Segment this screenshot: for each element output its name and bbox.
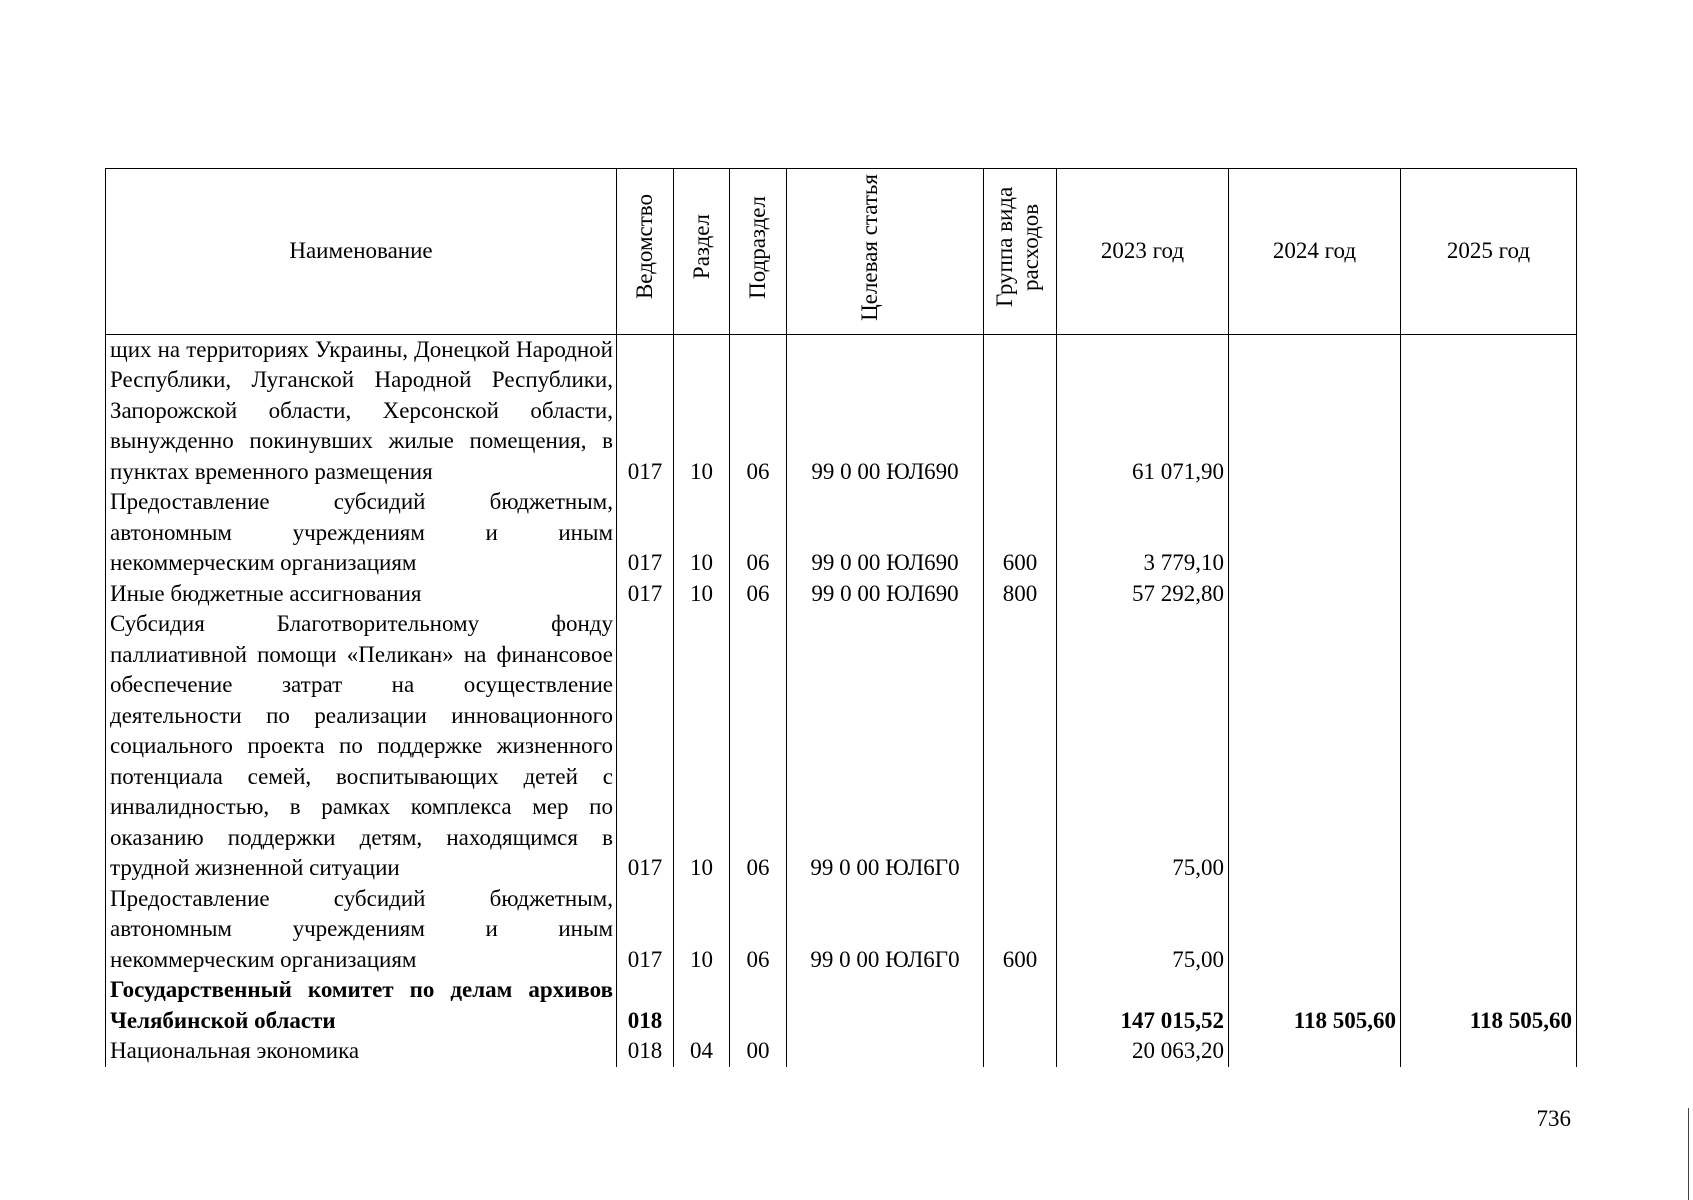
row-razdel: 10: [674, 579, 730, 610]
scan-edge-mark: [1688, 1108, 1690, 1200]
table-header-row: [106, 169, 1577, 335]
row-2024: [1229, 334, 1401, 487]
row-2023: 3 779,10: [1057, 487, 1229, 579]
row-celevaya: 99 0 00 ЮЛ6Г0: [787, 884, 984, 976]
row-2024: [1229, 884, 1401, 976]
table-row: [106, 1036, 1577, 1067]
row-name: Субсидия Благотворительному фонду паллиативной помощи «Пеликан» на финансовое обеспечение затрат на осуществление деятельности по реализации инновационного социального проекта по поддержке жизненного потенциала семей, воспитывающих детей с инвалидностью, в рамках комплекса мер по оказанию поддержки детям, находящимся в трудной жизненной ситуации: [106, 609, 617, 884]
row-2023: 20 063,20: [1057, 1036, 1229, 1067]
header-razdel: Раздел: [674, 169, 730, 335]
row-2025: [1401, 1036, 1577, 1067]
row-razdel: 10: [674, 609, 730, 884]
row-podrazdel: 06: [730, 334, 787, 487]
row-celevaya: [787, 975, 984, 1036]
row-podrazdel: 06: [730, 884, 787, 976]
row-2025: [1401, 884, 1577, 976]
row-razdel: 04: [674, 1036, 730, 1067]
header-name: Наименование: [106, 169, 617, 335]
page-number: 736: [1536, 1106, 1571, 1131]
budget-table: [105, 168, 1577, 1067]
row-2025: [1401, 609, 1577, 884]
row-ved: 017: [617, 579, 674, 610]
row-2023: 147 015,52: [1057, 975, 1229, 1036]
row-2024: [1229, 1036, 1401, 1067]
row-razdel: 10: [674, 487, 730, 579]
header-2023: 2023 год: [1057, 169, 1229, 335]
table-row: [106, 884, 1577, 976]
row-ved: 017: [617, 334, 674, 487]
row-name: Предоставление субсидий бюджетным, автономным учреждениям и иным некоммерческим организациям: [106, 884, 617, 976]
row-celevaya: 99 0 00 ЮЛ6Г0: [787, 609, 984, 884]
row-2024: [1229, 487, 1401, 579]
row-gruppa: [984, 609, 1057, 884]
row-razdel: [674, 975, 730, 1036]
table-row: [106, 609, 1577, 884]
row-2024: [1229, 579, 1401, 610]
row-celevaya: 99 0 00 ЮЛ690: [787, 334, 984, 487]
header-podrazdel: Подраздел: [730, 169, 787, 335]
row-gruppa: 600: [984, 487, 1057, 579]
row-podrazdel: [730, 975, 787, 1036]
row-gruppa: 800: [984, 579, 1057, 610]
row-ved: 017: [617, 609, 674, 884]
row-2024: [1229, 609, 1401, 884]
header-celevaya: Целевая статья: [787, 169, 984, 335]
header-2025: 2025 год: [1401, 169, 1577, 335]
row-ved: 018: [617, 1036, 674, 1067]
row-name: Предоставление субсидий бюджетным, автономным учреждениям и иным некоммерческим организациям: [106, 487, 617, 579]
table-row: [106, 334, 1577, 487]
row-celevaya: 99 0 00 ЮЛ690: [787, 579, 984, 610]
row-podrazdel: 00: [730, 1036, 787, 1067]
row-razdel: 10: [674, 334, 730, 487]
header-gruppa: Группа вида расходов: [984, 169, 1057, 335]
row-2023: 61 071,90: [1057, 334, 1229, 487]
row-2023: 75,00: [1057, 884, 1229, 976]
row-podrazdel: 06: [730, 487, 787, 579]
table-row: [106, 579, 1577, 610]
row-ved: 017: [617, 884, 674, 976]
row-2025: [1401, 487, 1577, 579]
row-2025: [1401, 334, 1577, 487]
row-gruppa: [984, 1036, 1057, 1067]
budget-table-container: [105, 168, 1576, 1067]
row-razdel: 10: [674, 884, 730, 976]
row-podrazdel: 06: [730, 579, 787, 610]
header-2024: 2024 год: [1229, 169, 1401, 335]
header-vedomstvo: Ведомство: [617, 169, 674, 335]
row-name: Государственный комитет по делам архивов Челябинской области: [106, 975, 617, 1036]
row-ved: 017: [617, 487, 674, 579]
row-celevaya: [787, 1036, 984, 1067]
row-gruppa: [984, 975, 1057, 1036]
row-podrazdel: 06: [730, 609, 787, 884]
table-row: [106, 975, 1577, 1036]
row-name: Национальная экономика: [106, 1036, 617, 1067]
row-2025: 118 505,60: [1401, 975, 1577, 1036]
row-name: Иные бюджетные ассигнования: [106, 579, 617, 610]
row-gruppa: [984, 334, 1057, 487]
row-ved: 018: [617, 975, 674, 1036]
row-celevaya: 99 0 00 ЮЛ690: [787, 487, 984, 579]
row-2023: 57 292,80: [1057, 579, 1229, 610]
row-gruppa: 600: [984, 884, 1057, 976]
row-name: щих на территориях Украины, Донецкой Народной Республики, Луганской Народной Республики, Запорожской области, Херсонской области, вынужденно покинувших жилые помещения, в пунктах временного размещения: [106, 334, 617, 487]
table-row: [106, 487, 1577, 579]
row-2023: 75,00: [1057, 609, 1229, 884]
row-2024: 118 505,60: [1229, 975, 1401, 1036]
row-2025: [1401, 579, 1577, 610]
